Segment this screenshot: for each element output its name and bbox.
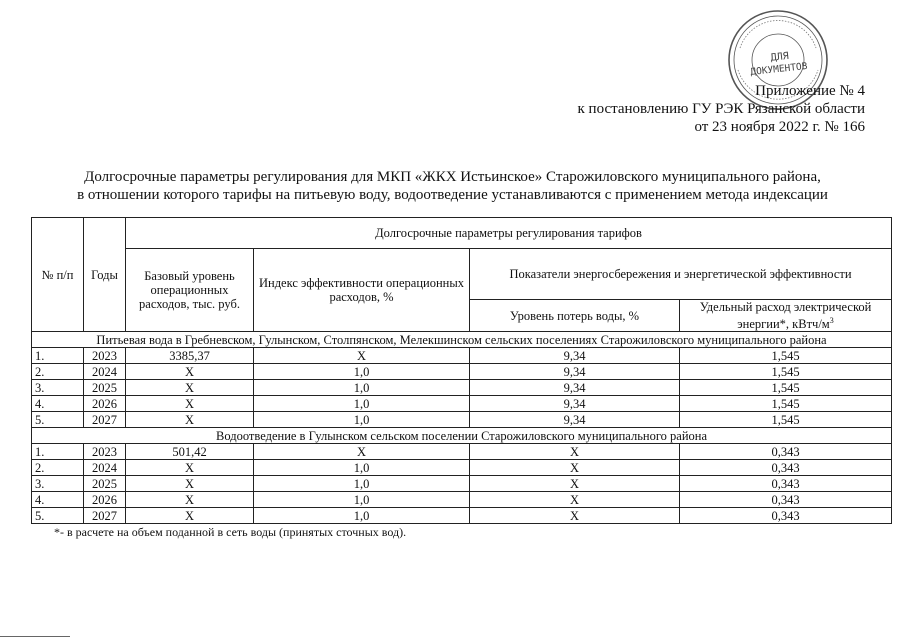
cell-n: 5. <box>32 412 84 428</box>
cell-loss: Х <box>470 476 680 492</box>
cell-year: 2027 <box>84 508 126 524</box>
cell-index: 1,0 <box>254 364 470 380</box>
cell-energy: 0,343 <box>680 460 892 476</box>
document-title <box>0 168 905 204</box>
cell-base: Х <box>126 380 254 396</box>
cell-index: 1,0 <box>254 492 470 508</box>
cell-n: 2. <box>32 460 84 476</box>
cell-base: Х <box>126 508 254 524</box>
cell-loss: 9,34 <box>470 348 680 364</box>
stamp-line1: ДЛЯ <box>770 50 790 64</box>
cell-index: 1,0 <box>254 412 470 428</box>
cell-base: Х <box>126 396 254 412</box>
cell-base: Х <box>126 412 254 428</box>
cell-index: 1,0 <box>254 508 470 524</box>
cell-index: 1,0 <box>254 476 470 492</box>
cell-n: 3. <box>32 476 84 492</box>
header-energy-group: Показатели энергосбережения и энергетической эффективности <box>470 249 892 300</box>
cell-base: Х <box>126 364 254 380</box>
cell-n: 5. <box>32 508 84 524</box>
cell-loss: Х <box>470 460 680 476</box>
table-row <box>32 492 892 508</box>
cell-base: Х <box>126 460 254 476</box>
appendix-number: Приложение № 4 <box>755 83 865 99</box>
cell-energy: 1,545 <box>680 396 892 412</box>
table-row <box>32 380 892 396</box>
header-loss: Уровень потерь воды, % <box>470 300 680 332</box>
title-line2: в отношении которого тарифы на питьевую воду, водоотведение устанавливаются с применением метода индексации <box>77 187 828 203</box>
cell-base: Х <box>126 492 254 508</box>
section-water: Питьевая вода в Гребневском, Гулынском, Столпянском, Мелекшинском сельских поселениях Старожиловского муниципального района <box>32 332 892 348</box>
cell-n: 1. <box>32 348 84 364</box>
cell-energy: 1,545 <box>680 412 892 428</box>
table-row <box>32 412 892 428</box>
cell-base: 501,42 <box>126 444 254 460</box>
cell-loss: 9,34 <box>470 380 680 396</box>
cell-base: 3385,37 <box>126 348 254 364</box>
cell-loss: Х <box>470 492 680 508</box>
cell-year: 2023 <box>84 348 126 364</box>
cell-year: 2026 <box>84 492 126 508</box>
cell-loss: 9,34 <box>470 396 680 412</box>
cell-index: Х <box>254 444 470 460</box>
cell-n: 2. <box>32 364 84 380</box>
appendix-header <box>578 82 865 136</box>
cell-n: 1. <box>32 444 84 460</box>
cell-energy: 0,343 <box>680 476 892 492</box>
cell-year: 2023 <box>84 444 126 460</box>
table-row <box>32 444 892 460</box>
cell-year: 2024 <box>84 364 126 380</box>
cell-loss: Х <box>470 508 680 524</box>
cell-loss: Х <box>470 444 680 460</box>
cell-energy: 0,343 <box>680 492 892 508</box>
cell-loss: 9,34 <box>470 364 680 380</box>
cell-year: 2025 <box>84 380 126 396</box>
footnote: *- в расчете на объем поданной в сеть воды (принятых сточных вод). <box>54 525 407 539</box>
cell-year: 2024 <box>84 460 126 476</box>
cell-n: 4. <box>32 396 84 412</box>
cell-year: 2027 <box>84 412 126 428</box>
section-drainage: Водоотведение в Гулынском сельском поселении Старожиловского муниципального района <box>32 428 892 444</box>
cell-index: 1,0 <box>254 396 470 412</box>
table-row <box>32 396 892 412</box>
appendix-decree: к постановлению ГУ РЭК Рязанской области <box>577 101 865 117</box>
cell-loss: 9,34 <box>470 412 680 428</box>
header-energy: Удельный расход электрической энергии*, кВтч/$м^3$ <box>680 300 892 332</box>
table-row <box>32 460 892 476</box>
cell-energy: 1,545 <box>680 348 892 364</box>
table-row <box>32 476 892 492</box>
header-group: Долгосрочные параметры регулирования тарифов <box>126 218 892 249</box>
header-num: № п/п <box>32 218 84 332</box>
cell-base: Х <box>126 476 254 492</box>
table-row <box>32 348 892 364</box>
cell-index: Х <box>254 348 470 364</box>
title-line1: Долгосрочные параметры регулирования для МКП «ЖКХ Истьинское» Старожиловского муниципального района, <box>84 169 821 185</box>
cell-year: 2025 <box>84 476 126 492</box>
header-index: Индекс эффективности операционных расходов, % <box>254 249 470 332</box>
cell-index: 1,0 <box>254 460 470 476</box>
cell-n: 4. <box>32 492 84 508</box>
cell-energy: 0,343 <box>680 508 892 524</box>
appendix-date: от 23 ноября 2022 г. № 166 <box>694 119 865 135</box>
stamp-line2: ДОКУМЕНТОВ <box>749 60 809 78</box>
cell-n: 3. <box>32 380 84 396</box>
page-divider <box>0 636 70 637</box>
cell-energy: 0,343 <box>680 444 892 460</box>
cell-energy: 1,545 <box>680 364 892 380</box>
table-row <box>32 364 892 380</box>
header-year: Годы <box>84 218 126 332</box>
header-base: Базовый уровень операционных расходов, тыс. руб. <box>126 249 254 332</box>
parameters-table <box>31 217 892 524</box>
cell-energy: 1,545 <box>680 380 892 396</box>
table-row <box>32 508 892 524</box>
cell-year: 2026 <box>84 396 126 412</box>
cell-index: 1,0 <box>254 380 470 396</box>
